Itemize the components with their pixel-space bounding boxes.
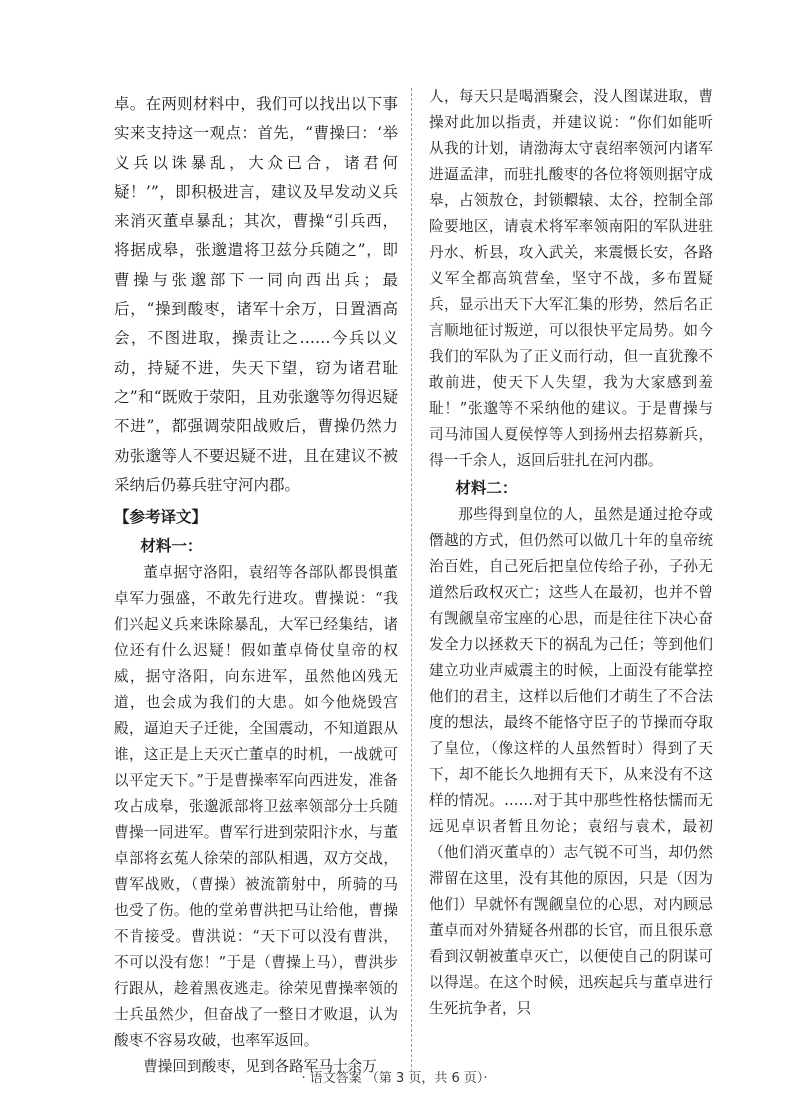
material-two-title: 材料二：	[455, 478, 518, 497]
translation-paragraph: 那些得到皇位的人，虽然是通过抢夺或僭越的方式，但仍然可以做几十年的皇帝统治百姓，自己死后把皇位传给子孙，子孙无道然后政权灭亡；这些人在最初，也并不曾有觊觎皇帝宝座的心思，而是往往下决心奋发全力以拯救天下的祸乱为己任；等到他们建立功业声威震主的时候，上面没有能掌控他们的君主，这样以后他们才萌生了不合法度的想法，最终不能恪守臣子的节操而夺取了皇位，（像这样的人虽然暂时）得到了天下，却不能长久地拥有天下，从来没有不这样的情况。……对于其中那些性格怯懦而无远见卓识者暂且勿论；袁绍与袁术，最初（他们消灭董卓的）志气锐不可当，却仍然滞留在这里，没有其他的原因，只是（因为他们）早就怀有觊觎皇位的心思，对内顾忌董卓而对外猜疑各州郡的长官，而且很乐意看到汉朝被董卓灭亡，以便使自己的阴谋可以得逞。在这个时候，迅疾起兵与董卓进行生死抗争者，只	[429, 506, 713, 1017]
translation-paragraph-continued: 人，每天只是喝酒聚会，没人图谋进取，曹操对此加以指责，并建议说：“你们如能听从我的计划，请渤海太守袁绍率领河内诸军进逼孟津，而驻扎酸枣的各位将领则据守成皋，占领敖仓，封锁轘辕、太谷，控制全部险要地区，请袁术将军率领南阳的军队进驻丹水、析县，攻入武关，来震慑长安，各路义军全都高筑营垒，坚守不战，多布置疑兵，显示出天下大军汇集的形势，然后名正言顺地征讨叛逆，可以很快平定局势。如今我们的军队为了正义而行动，但一直犹豫不敢前进，使天下人失望，我为大家感到羞耻！”张邈等不采纳他的建议。于是曹操与司马沛国人夏侯惇等人到扬州去招募新兵，得一千余人，返回后驻扎在河内郡。	[429, 88, 713, 469]
material-one-title: 材料一：	[140, 536, 203, 556]
answer-analysis-paragraph: 卓。在两则材料中，我们可以找出以下事实来支持这一观点：首先，“曹操曰：‘举义兵以诛暴乱，大众已合，诸君何疑！’”，即积极进言，建议及早发动义兵来消灭董卓暴乱；其次，曹操“引兵西，将据成皋，张邈遣将卫兹分兵随之”，即曹操与张邈部下一同向西出兵；最后，“操到酸枣，诸军十余万，日置酒高会，不图进取，操责让之……今兵以义动，持疑不进，失天下望，窃为诸君耻之”和“既败于荥阳，且劝张邈等勿得迟疑不进”，都强调荥阳战败后，曹操仍然力劝张邈等人不要迟疑不进，且在建议不被采纳后仍募兵驻守河内郡。	[114, 95, 398, 494]
column-divider	[411, 88, 412, 1072]
page-footer: · 语文答案 （第 3 页，共 6 页）·	[301, 1071, 488, 1086]
translation-paragraph: 曹操回到酸枣，见到各路军马十余万	[143, 1058, 377, 1076]
reference-translation-heading: 【参考译文】	[114, 507, 208, 527]
left-column	[114, 90, 398, 1080]
translation-paragraph: 董卓据守洛阳，袁绍等各部队都畏惧董卓军力强盛，不敢先行进攻。曹操说：“我们兴起义兵来诛除暴乱，大军已经集结，诸位还有什么迟疑！假如董卓倚仗皇帝的权威，据守洛阳，向东进军，虽然他凶残无道，也会成为我们的大患。如今他烧毁宫殿，逼迫天子迁徙，全国震动，不知道跟从谁，这正是上天灭亡董卓的时机，一战就可以平定天下。”于是曹操率军向西进发，准备攻占成皋，张邈派部将卫兹率领部分士兵随曹操一同进军。曹军行进到荥阳汴水，与董卓部将玄菟人徐荣的部队相遇，双方交战，曹军战败，（曹操）被流箭射中，所骑的马也受了伤。他的堂弟曹洪把马让给他，曹操不肯接受。曹洪说：“天下可以没有曹洪，不可以没有您！”于是（曹操上马），曹洪步行跟从，趁着黑夜逃走。徐荣见曹操率领的士兵虽然少，但奋战了一整日才败退，认为酸枣不容易攻破，也率军返回。	[114, 564, 398, 1050]
right-column	[429, 90, 713, 1022]
